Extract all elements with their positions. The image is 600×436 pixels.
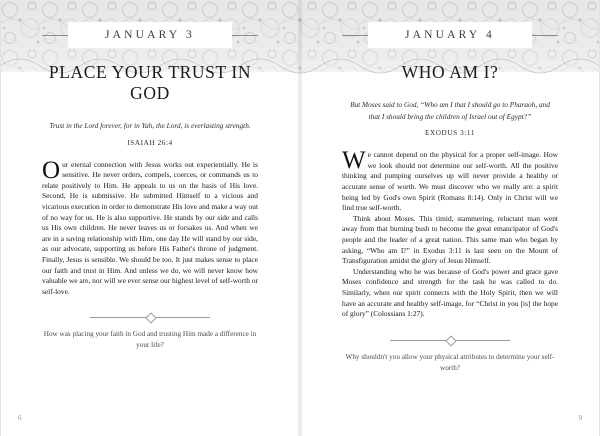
book-gutter: [297, 0, 303, 436]
date-header-left: [42, 22, 258, 48]
page-right: [300, 0, 600, 436]
scripture-verse-left: Trust in the Lord forever, for in Yah, the Lord, is everlasting strength.: [49, 121, 251, 130]
page-number-right: 9: [578, 414, 582, 422]
page-left-content: [42, 22, 258, 359]
body-paragraph-text: e cannot depend on the physical for a proper self-image. How we look should not determine our self-worth. All the positive thinking and pumping ourselves up will never provide a healthy or accurate sense of worth. We must discover who we really are: a spirit being led by God's own Spirit (Romans 8:14). Only in Christ will we find true self-worth.: [342, 150, 558, 213]
diamond-icon: [445, 335, 456, 346]
reflection-divider-right: [342, 336, 558, 345]
reflection-divider-left: [42, 313, 258, 322]
dropcap-right: W: [342, 147, 366, 175]
devotion-title-left: PLACE YOUR TRUST IN GOD: [48, 62, 252, 103]
body-paragraph: Understanding who he was because of God's power and grace gave Moses confidence and strength for the task he was called to do. Similarly, when our spirit connects with the Holy Spirit, then we will have an accurate and healthy self-image, for “Christ in you [is] the hope of glory” (Colossians 1:27).: [342, 266, 558, 319]
scripture-verse-right: But Moses said to God, “Who am I that I should go to Pharaoh, and that I should bring the children of Israel out of Egypt?”: [350, 100, 550, 121]
reflection-question-left: How was placing your faith in God and trusting Him made a difference in your life?: [43, 330, 257, 350]
date-label-right: JANUARY 4: [368, 22, 532, 48]
scripture-reference-left: ISAIAH 26:4: [127, 138, 173, 147]
dropcap-left: O: [42, 156, 61, 184]
body-paragraph-text: ur eternal connection with Jesus works out experientially. He is sensitive. He never orders, compels, coerces, or commands us to relate positively to Him. He appeals to us on the basis of His love. Second, He is submissive. He submitted Himself to a vicious and vicarious execution in order to demonstrate His love and make a way out of no way for us. He is also supportive. He stands by our side and calls us His own children. He never leaves us or forsakes us. And when we are in a saving relationship with Him, one day He will stand by our side, as our advocate, supporting us before His Father's throne of judgment. Finally, Jesus is sensible. We should be too. It just makes sense to place our faith and trust in Him. And unless we do, we will never know how valuable we are, nor will we ever sense our highest level of self-worth or self-love.: [42, 159, 258, 296]
reflection-question-right: Why shouldn't you allow your physical attributes to determine your self-worth?: [345, 352, 555, 372]
diamond-icon: [145, 313, 156, 324]
body-paragraph: [42, 156, 258, 298]
date-label-left: JANUARY 3: [68, 22, 232, 48]
devotion-title-right: WHO AM I?: [401, 62, 499, 82]
page-number-left: 6: [18, 414, 22, 422]
page-right-content: [342, 22, 558, 381]
body-paragraph: Think about Moses. This timid, stammering, reluctant man went away from that burning bush to become the great emancipator of God's people and the leader of a great nation. This same man who began by asking, “Who am I?” in Exodus 3:11 is last seen on the Mount of Transfiguration amidst the glory of Jesus Himself.: [342, 213, 558, 266]
scripture-reference-right: EXODUS 3:11: [424, 129, 476, 138]
body-paragraph: [342, 147, 558, 214]
reflection-block-left: [42, 313, 258, 351]
date-header-right: [342, 22, 558, 48]
reflection-block-right: [342, 336, 558, 374]
